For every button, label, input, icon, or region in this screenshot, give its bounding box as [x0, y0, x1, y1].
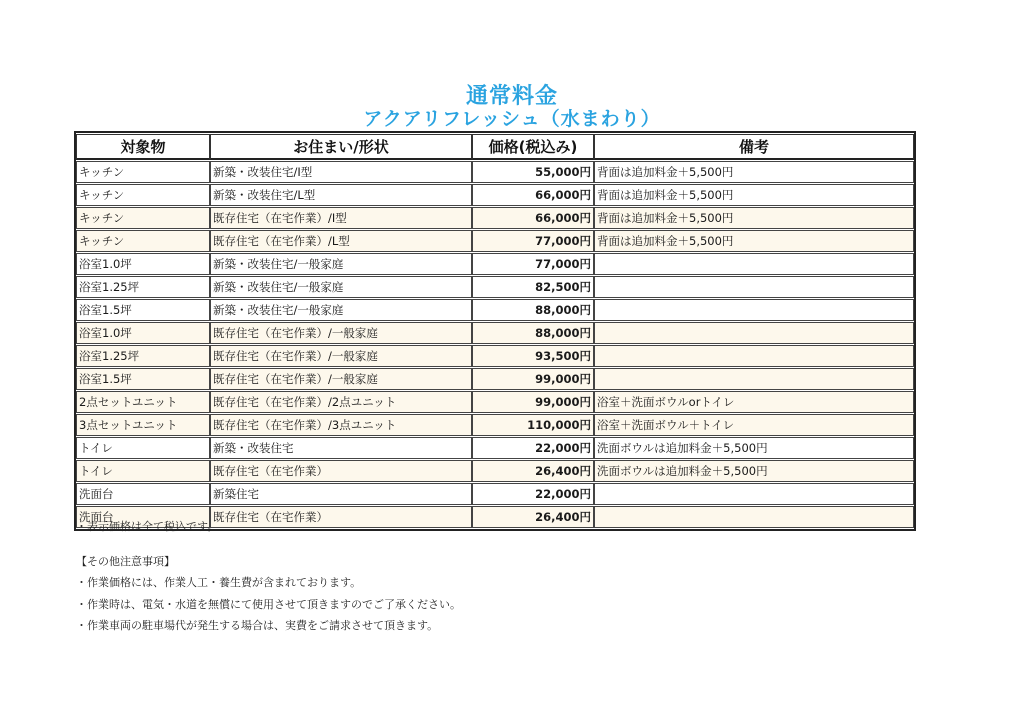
cell-note: [594, 322, 914, 344]
cell-type: 既存住宅（在宅作業）/3点ユニット: [210, 414, 472, 436]
page-subtitle: アクアリフレッシュ（水まわり）: [363, 108, 661, 130]
cell-note: 背面は追加料金＋5,500円: [594, 161, 914, 183]
cell-item: 3点セットユニット: [76, 414, 210, 436]
cell-type: 新築・改装住宅: [210, 437, 472, 459]
table-row: [76, 276, 914, 298]
notes-heading: 【その他注意事項】: [76, 555, 175, 568]
header-row: [76, 134, 914, 160]
tax-note: ・表示価格は全て税込です。: [76, 520, 219, 533]
cell-note: [594, 276, 914, 298]
table-row: [76, 345, 914, 367]
price-table-body: [76, 161, 914, 528]
cell-type: 新築・改装住宅/一般家庭: [210, 276, 472, 298]
cell-price: 22,000円: [472, 437, 594, 459]
cell-item: 浴室1.0坪: [76, 322, 210, 344]
cell-item: キッチン: [76, 161, 210, 183]
cell-note: [594, 253, 914, 275]
cell-item: 浴室1.5坪: [76, 299, 210, 321]
table-row: [76, 184, 914, 206]
cell-note: 洗面ボウルは追加料金＋5,500円: [594, 437, 914, 459]
cell-item: 浴室1.25坪: [76, 276, 210, 298]
cell-type: 新築住宅: [210, 483, 472, 505]
cell-price: 77,000円: [472, 230, 594, 252]
table-row: [76, 253, 914, 275]
cell-note: 浴室＋洗面ボウル＋トイレ: [594, 414, 914, 436]
cell-price: 66,000円: [472, 184, 594, 206]
cell-type: 既存住宅（在宅作業）/一般家庭: [210, 345, 472, 367]
cell-item: トイレ: [76, 460, 210, 482]
cell-price: 99,000円: [472, 368, 594, 390]
table-row: [76, 299, 914, 321]
cell-type: 新築・改装住宅/一般家庭: [210, 253, 472, 275]
cell-price: 55,000円: [472, 161, 594, 183]
cell-item: 2点セットユニット: [76, 391, 210, 413]
table-row: [76, 322, 914, 344]
cell-item: 浴室1.25坪: [76, 345, 210, 367]
cell-type: 既存住宅（在宅作業）: [210, 506, 472, 528]
cell-item: トイレ: [76, 437, 210, 459]
table-row: [76, 161, 914, 183]
table-row: [76, 368, 914, 390]
table-row: [76, 437, 914, 459]
header-price: 価格(税込み): [472, 134, 594, 160]
cell-item: 洗面台: [76, 483, 210, 505]
cell-price: 77,000円: [472, 253, 594, 275]
cell-type: 新築・改装住宅/I型: [210, 161, 472, 183]
header-note: 備考: [594, 134, 914, 160]
note-item: ・作業時は、電気・水道を無償にて使用させて頂きますのでご了承ください。: [76, 598, 461, 611]
cell-note: 背面は追加料金＋5,500円: [594, 207, 914, 229]
cell-type: 既存住宅（在宅作業）/L型: [210, 230, 472, 252]
cell-price: 93,500円: [472, 345, 594, 367]
note-item: ・作業価格には、作業人工・養生費が含まれております。: [76, 576, 362, 589]
header-type: お住まい/形状: [210, 134, 472, 160]
table-row: [76, 483, 914, 505]
table-row: [76, 460, 914, 482]
cell-item: 浴室1.5坪: [76, 368, 210, 390]
cell-price: 26,400円: [472, 460, 594, 482]
cell-price: 66,000円: [472, 207, 594, 229]
cell-note: [594, 506, 914, 528]
cell-price: 88,000円: [472, 299, 594, 321]
cell-price: 110,000円: [472, 414, 594, 436]
cell-type: 既存住宅（在宅作業）/一般家庭: [210, 322, 472, 344]
cell-note: [594, 345, 914, 367]
cell-price: 26,400円: [472, 506, 594, 528]
cell-item: キッチン: [76, 230, 210, 252]
cell-type: 新築・改装住宅/一般家庭: [210, 299, 472, 321]
cell-note: [594, 299, 914, 321]
cell-note: [594, 368, 914, 390]
cell-type: 既存住宅（在宅作業）/2点ユニット: [210, 391, 472, 413]
cell-type: 新築・改装住宅/L型: [210, 184, 472, 206]
cell-price: 22,000円: [472, 483, 594, 505]
cell-note: 浴室＋洗面ボウルorトイレ: [594, 391, 914, 413]
header-item: 対象物: [76, 134, 210, 160]
cell-note: [594, 483, 914, 505]
table-row: [76, 414, 914, 436]
cell-note: 背面は追加料金＋5,500円: [594, 230, 914, 252]
table-row: [76, 207, 914, 229]
cell-price: 99,000円: [472, 391, 594, 413]
cell-item: 洗面台: [76, 506, 210, 528]
cell-note: 背面は追加料金＋5,500円: [594, 184, 914, 206]
cell-price: 82,500円: [472, 276, 594, 298]
cell-item: 浴室1.0坪: [76, 253, 210, 275]
cell-item: キッチン: [76, 184, 210, 206]
note-item: ・作業車両の駐車場代が発生する場合は、実費をご請求させて頂きます。: [76, 619, 439, 632]
cell-item: キッチン: [76, 207, 210, 229]
cell-type: 既存住宅（在宅作業）/I型: [210, 207, 472, 229]
cell-price: 88,000円: [472, 322, 594, 344]
cell-type: 既存住宅（在宅作業）: [210, 460, 472, 482]
table-row: [76, 391, 914, 413]
cell-note: 洗面ボウルは追加料金＋5,500円: [594, 460, 914, 482]
price-table-header: [76, 134, 914, 160]
table-row: [76, 230, 914, 252]
price-table: [74, 131, 916, 531]
cell-type: 既存住宅（在宅作業）/一般家庭: [210, 368, 472, 390]
page-title: 通常料金: [465, 84, 558, 109]
